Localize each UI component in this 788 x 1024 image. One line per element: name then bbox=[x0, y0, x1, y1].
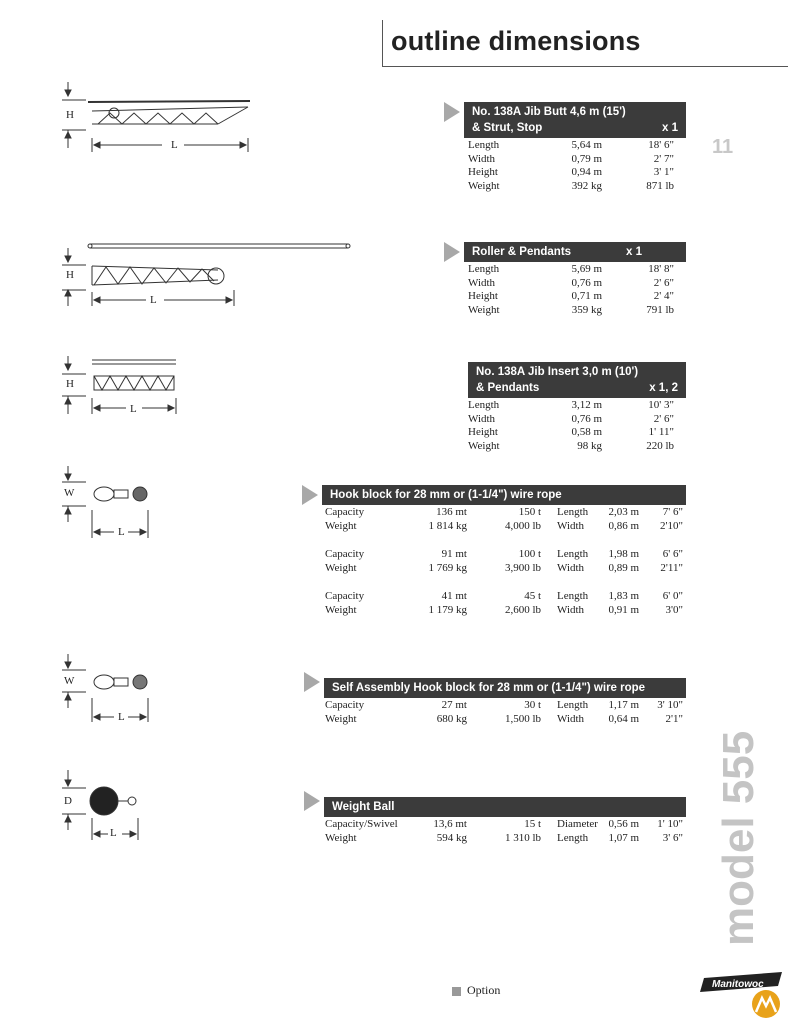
length-label: L bbox=[110, 827, 117, 839]
spec-metric: 136 mt bbox=[436, 506, 467, 518]
spec-metric: 5,64 m bbox=[571, 139, 602, 151]
length-label: L bbox=[171, 139, 178, 151]
spec-label: Weight bbox=[325, 603, 357, 616]
spec-label: Height bbox=[468, 426, 498, 438]
spec-imperial: 2,600 lb bbox=[504, 603, 541, 616]
spec-metric: 0,79 m bbox=[571, 152, 602, 165]
spec-imperial: 100 t bbox=[518, 548, 541, 560]
item-title: Weight Ball bbox=[332, 801, 395, 813]
spec-imperial: 3' 1" bbox=[653, 166, 674, 178]
length-label: L bbox=[150, 294, 157, 306]
jib-butt-header bbox=[464, 102, 686, 138]
height-label: H bbox=[66, 269, 74, 281]
item-title-line2: & Strut, Stop bbox=[472, 122, 543, 134]
spec-label: Capacity bbox=[325, 699, 365, 711]
spec-label: Weight bbox=[325, 561, 357, 574]
title-box bbox=[382, 20, 788, 67]
item-title-line2: & Pendants bbox=[476, 382, 540, 394]
spec-label-2: Diameter bbox=[557, 818, 598, 830]
spec-imperial: 1' 11" bbox=[648, 426, 674, 438]
spec-label: Weight bbox=[468, 303, 500, 316]
spec-metric: 1 769 kg bbox=[428, 561, 467, 574]
jib-insert-specs bbox=[468, 399, 680, 453]
spec-label-2: Length bbox=[557, 506, 589, 518]
spec-imperial: 18' 6" bbox=[648, 139, 674, 151]
spec-imperial-2: 3' 6" bbox=[662, 831, 683, 844]
spec-imperial: 10' 3" bbox=[648, 399, 674, 411]
spec-imperial: 150 t bbox=[518, 506, 541, 518]
item-quantity: x 1, 2 bbox=[649, 382, 678, 394]
spec-label-2: Length bbox=[557, 548, 589, 560]
jib-insert-diagram bbox=[58, 352, 188, 422]
spec-metric: 1 179 kg bbox=[428, 603, 467, 616]
spec-metric: 0,58 m bbox=[571, 426, 602, 438]
spec-imperial-2: 2'11" bbox=[660, 561, 683, 574]
spec-label: Weight bbox=[468, 439, 500, 452]
option-marker-icon bbox=[444, 242, 460, 262]
spec-label: Weight bbox=[468, 179, 500, 192]
spec-label: Capacity bbox=[325, 506, 365, 518]
roller-pendants-diagram bbox=[58, 238, 358, 310]
weight-ball-specs bbox=[325, 818, 685, 845]
spec-imperial: 2' 7" bbox=[653, 152, 674, 165]
spec-label: Capacity bbox=[325, 590, 365, 602]
spec-imperial: 2' 6" bbox=[653, 276, 674, 289]
spec-imperial: 30 t bbox=[524, 699, 541, 711]
spec-metric: 1 814 kg bbox=[428, 519, 467, 532]
self-assembly-hook-header bbox=[324, 678, 686, 698]
option-legend bbox=[452, 983, 500, 998]
spec-metric-2: 1,17 m bbox=[608, 699, 639, 711]
option-marker-icon bbox=[444, 102, 460, 122]
spec-label: Width bbox=[468, 412, 496, 425]
spec-metric-2: 1,83 m bbox=[608, 590, 639, 602]
spec-label: Capacity/Swivel bbox=[325, 818, 398, 830]
spec-imperial: 2' 4" bbox=[653, 290, 674, 302]
self-assembly-hook-diagram bbox=[58, 652, 158, 728]
hook-block-diagram bbox=[58, 462, 158, 544]
weight-ball-header bbox=[324, 797, 686, 817]
spec-metric-2: 2,03 m bbox=[608, 506, 639, 518]
hook-block-specs bbox=[325, 506, 685, 617]
option-marker-icon bbox=[302, 485, 318, 505]
spec-imperial: 2' 6" bbox=[653, 412, 674, 425]
spec-label-2: Length bbox=[557, 590, 589, 602]
hook-block-header bbox=[322, 485, 686, 505]
option-label: Option bbox=[467, 983, 501, 997]
spec-label: Weight bbox=[325, 712, 357, 725]
spec-imperial: 15 t bbox=[524, 818, 541, 830]
spec-imperial: 1,500 lb bbox=[504, 712, 541, 725]
spec-imperial: 18' 8" bbox=[648, 263, 674, 275]
item-title: Hook block for 28 mm or (1-1/4") wire rope bbox=[330, 489, 562, 501]
length-label: L bbox=[130, 403, 137, 415]
spec-label: Length bbox=[468, 399, 500, 411]
spec-label: Weight bbox=[325, 831, 357, 844]
page-title: outline dimensions bbox=[391, 26, 641, 56]
spec-metric-2: 1,98 m bbox=[608, 548, 639, 560]
roller-pendants-header bbox=[464, 242, 686, 262]
item-quantity: x 1 bbox=[626, 246, 642, 258]
manitowoc-logo bbox=[700, 958, 786, 1020]
spec-label: Height bbox=[468, 290, 498, 302]
spec-metric: 392 kg bbox=[571, 179, 602, 192]
spec-imperial: 1 310 lb bbox=[504, 831, 541, 844]
spec-metric-2: 0,56 m bbox=[608, 818, 639, 830]
spec-label-2: Width bbox=[557, 519, 585, 532]
page-number: 11 bbox=[712, 136, 734, 158]
spec-imperial-2: 2'10" bbox=[660, 519, 683, 532]
spec-label: Height bbox=[468, 166, 498, 178]
item-title: No. 138A Jib Insert 3,0 m (10') bbox=[476, 366, 639, 378]
spec-label: Length bbox=[468, 139, 500, 151]
spec-metric: 27 mt bbox=[441, 699, 467, 711]
item-title: No. 138A Jib Butt 4,6 m (15') bbox=[472, 106, 626, 118]
spec-label-2: Width bbox=[557, 561, 585, 574]
spec-imperial-2: 7' 6" bbox=[662, 506, 683, 518]
spec-label: Length bbox=[468, 263, 500, 275]
spec-label: Width bbox=[468, 152, 496, 165]
height-label: H bbox=[66, 109, 74, 121]
option-swatch-icon bbox=[452, 987, 461, 996]
spec-label-2: Width bbox=[557, 712, 585, 725]
spec-metric: 359 kg bbox=[571, 303, 602, 316]
spec-metric-2: 0,91 m bbox=[608, 603, 639, 616]
spec-metric-2: 0,86 m bbox=[608, 519, 639, 532]
width-label: W bbox=[64, 675, 75, 687]
spec-metric: 98 kg bbox=[577, 439, 602, 452]
width-label: W bbox=[64, 487, 75, 499]
item-title: Self Assembly Hook block for 28 mm or (1-1/4") wire rope bbox=[332, 682, 646, 694]
spec-metric: 3,12 m bbox=[571, 399, 602, 411]
spec-metric: 41 mt bbox=[441, 590, 467, 602]
spec-metric: 680 kg bbox=[436, 712, 467, 725]
spec-label-2: Length bbox=[557, 831, 589, 844]
self-assembly-hook-specs bbox=[325, 699, 685, 726]
spec-label-2: Width bbox=[557, 603, 585, 616]
side-model-title: model 555 bbox=[714, 730, 763, 946]
roller-pendants-specs bbox=[468, 263, 680, 317]
spec-imperial-2: 3' 10" bbox=[657, 699, 683, 711]
spec-imperial-2: 2'1" bbox=[665, 712, 683, 725]
item-quantity: x 1 bbox=[662, 122, 678, 134]
spec-label: Width bbox=[468, 276, 496, 289]
height-label: H bbox=[66, 378, 74, 390]
spec-imperial-2: 1' 10" bbox=[657, 818, 683, 830]
spec-imperial: 45 t bbox=[524, 590, 541, 602]
spec-imperial: 871 lb bbox=[646, 179, 674, 192]
spec-metric: 0,71 m bbox=[571, 290, 602, 302]
spec-metric: 0,94 m bbox=[571, 166, 602, 178]
spec-metric: 13,6 mt bbox=[433, 818, 467, 830]
length-label: L bbox=[118, 526, 125, 538]
spec-metric: 0,76 m bbox=[571, 276, 602, 289]
jib-butt-diagram bbox=[58, 80, 258, 160]
logo-text: Manitowoc bbox=[712, 979, 764, 990]
spec-metric: 0,76 m bbox=[571, 412, 602, 425]
length-label: L bbox=[118, 711, 125, 723]
jib-butt-specs bbox=[468, 139, 680, 193]
spec-imperial: 791 lb bbox=[646, 303, 674, 316]
option-marker-icon bbox=[304, 791, 320, 811]
weight-ball-diagram bbox=[58, 768, 158, 844]
diameter-label: D bbox=[64, 795, 72, 807]
item-title: Roller & Pendants bbox=[472, 246, 572, 258]
spec-imperial: 220 lb bbox=[646, 439, 674, 452]
spec-metric-2: 1,07 m bbox=[608, 831, 639, 844]
spec-imperial: 3,900 lb bbox=[504, 561, 541, 574]
spec-imperial-2: 6' 6" bbox=[662, 548, 683, 560]
spec-label: Weight bbox=[325, 519, 357, 532]
spec-imperial-2: 3'0" bbox=[665, 603, 683, 616]
option-marker-icon bbox=[304, 672, 320, 692]
spec-metric: 5,69 m bbox=[571, 263, 602, 275]
spec-metric: 594 kg bbox=[436, 831, 467, 844]
spec-metric: 91 mt bbox=[441, 548, 467, 560]
jib-insert-header bbox=[468, 362, 686, 398]
spec-metric-2: 0,89 m bbox=[608, 561, 639, 574]
spec-imperial-2: 6' 0" bbox=[662, 590, 683, 602]
spec-label-2: Length bbox=[557, 699, 589, 711]
spec-metric-2: 0,64 m bbox=[608, 712, 639, 725]
spec-imperial: 4,000 lb bbox=[504, 519, 541, 532]
spec-label: Capacity bbox=[325, 548, 365, 560]
